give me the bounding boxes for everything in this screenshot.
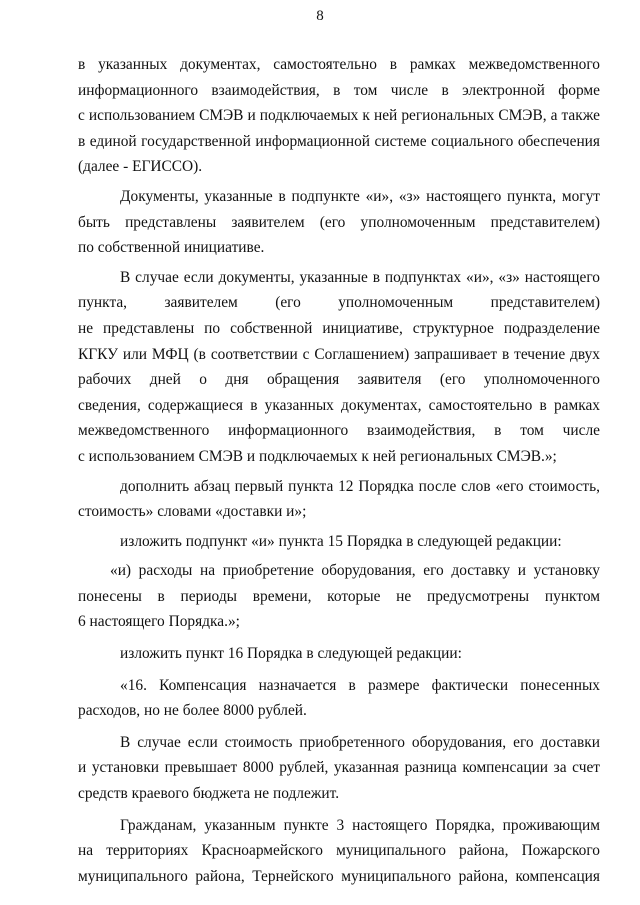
text-line: сведения, содержащиеся в указанных документах, самостоятельно в рамках bbox=[78, 396, 600, 414]
text-line: в указанных документах, самостоятельно в рамках межведомственного bbox=[78, 56, 600, 73]
text-line: межведомственного информационного взаимодействия, в том числе bbox=[78, 422, 600, 440]
text-line: «и) расходы на приобретение оборудования, его доставку и установку bbox=[110, 562, 600, 580]
text-line: быть представлены заявителем (его уполномоченным представителем) bbox=[78, 213, 600, 231]
text-line: КГКУ или МФЦ (в соответствии с Соглашением) запрашивает в течение двух bbox=[78, 345, 600, 363]
text-line: информационного взаимодействия, в том числе в электронной форме bbox=[78, 81, 600, 99]
text-line: расходов, но не более 8000 рублей. bbox=[78, 702, 307, 720]
paragraph-8 bbox=[78, 673, 600, 724]
text-line: и установки превышает 8000 рублей, указанная разница компенсации за счет bbox=[78, 759, 600, 777]
page-number: 8 bbox=[316, 8, 324, 24]
text-line: Гражданам, указанным пункте 3 настоящего Порядка, проживающим bbox=[120, 816, 600, 834]
text-line: пункта, заявителем (его уполномоченным представителем) bbox=[78, 294, 600, 312]
text-line: В случае если стоимость приобретенного оборудования, его доставки bbox=[120, 733, 600, 751]
text-line: изложить подпункт «и» пункта 15 Порядка в следующей редакции: bbox=[120, 532, 562, 550]
text-line: муниципального района, Тернейского муниципального района, компенсация bbox=[78, 867, 600, 885]
document-body bbox=[78, 52, 600, 889]
text-line: В случае если документы, указанные в подпунктах «и», «з» настоящего bbox=[120, 268, 600, 286]
text-line: с использованием СМЭВ и подключаемых к ней региональных СМЭВ, а также bbox=[78, 107, 600, 125]
paragraph-4 bbox=[78, 474, 600, 525]
text-line: не представлены по собственной инициативе, структурное подразделение bbox=[78, 319, 600, 337]
text-line: 6 настоящего Порядка.»; bbox=[78, 613, 240, 631]
paragraph-3 bbox=[78, 265, 600, 470]
text-line: по собственной инициативе. bbox=[78, 239, 265, 257]
text-line: дополнить абзац первый пункта 12 Порядка после слов «его стоимость, bbox=[120, 477, 600, 495]
text-line: на территориях Красноармейского муниципального района, Пожарского bbox=[78, 842, 600, 860]
text-line: понесены в периоды времени, которые не предусмотрены пунктом bbox=[78, 587, 600, 605]
paragraph-6 bbox=[78, 558, 600, 635]
text-line: (далее - ЕГИССО). bbox=[78, 158, 203, 176]
paragraph-5 bbox=[78, 529, 600, 555]
paragraph-2 bbox=[78, 184, 600, 261]
paragraph-1 bbox=[78, 52, 600, 180]
text-line: в единой государственной информационной системе социального обеспечения bbox=[78, 132, 600, 150]
text-line: изложить пункт 16 Порядка в следующей редакции: bbox=[120, 645, 462, 663]
text-line: Документы, указанные в подпункте «и», «з» настоящего пункта, могут bbox=[120, 187, 600, 205]
text-line: с использованием СМЭВ и подключаемых к ней региональных СМЭВ.»; bbox=[78, 447, 557, 465]
paragraph-10 bbox=[78, 813, 600, 890]
text-line: «16. Компенсация назначается в размере фактически понесенных bbox=[120, 676, 600, 694]
text-line: средств краевого бюджета не подлежит. bbox=[78, 785, 340, 803]
paragraph-7 bbox=[78, 641, 600, 667]
text-line: рабочих дней о дня обращения заявителя (его уполномоченного bbox=[78, 371, 600, 389]
text-line: стоимость» словами «доставки и»; bbox=[78, 503, 307, 521]
paragraph-9 bbox=[78, 730, 600, 807]
